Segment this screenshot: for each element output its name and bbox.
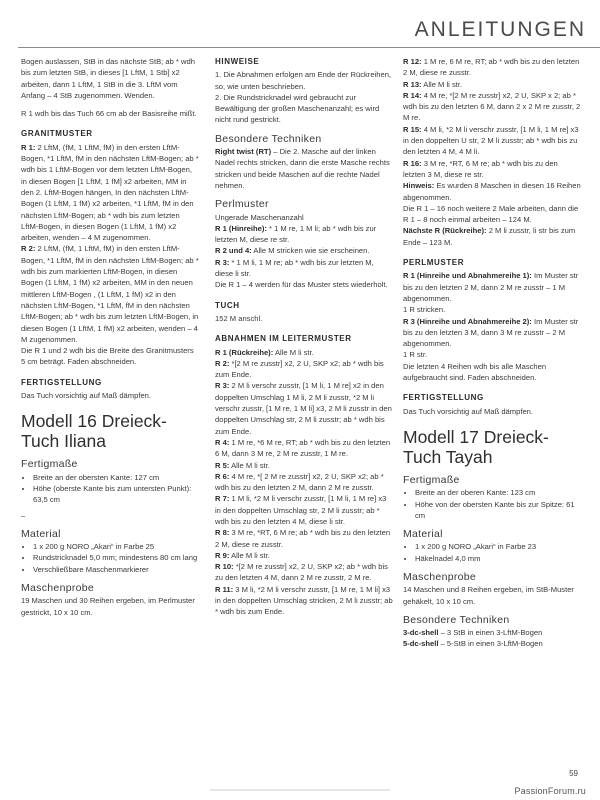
measurements-list: [403, 487, 581, 521]
decrease-row: R 9: Alle M li str.: [215, 550, 270, 560]
header-divider: [18, 47, 600, 48]
seed-row-plain: 1 R str.: [403, 350, 428, 360]
repeat-paragraph: R 1 wdh bis das Tuch 66 cm ab der Basisreihe mißt.: [21, 109, 197, 119]
list-item: • Höhe von der obersten Kante bis zur Spitze: 61 cm: [415, 499, 581, 522]
decrease-row: R 8: 3 M re, *RT, 6 M re; ab * wdh bis zu den letzten 2 M, diese re zusstr.: [215, 528, 391, 549]
decrease-row: R 16: 3 M re, *RT, 6 M re; ab * wdh bis zu den letzten 3 M, diese re str.: [403, 158, 558, 179]
seed-decrease-row-3: R 3 (Hinreihe und Abnahmereihe 2): Im Muster str bis zu den letzten 3 M, dann 3 M re zusstr – 2 M abgenommen.: [403, 316, 579, 349]
decrease-row: R 2: *[2 M re zusstr] x2, 2 U, SKP x2; ab * wdh bis zum Ende.: [215, 358, 384, 380]
technique-item: 5-dc-shell – 5-StB in einen 3-LftM-Bogen: [403, 639, 543, 649]
seed-row-1: R 1 (Hinreihe): * 1 M re, 1 M li; ab * wdh bis zur letzten M, diese re str.: [215, 223, 377, 245]
column-3: [403, 56, 581, 650]
measurements-heading: Fertigmaße: [21, 458, 78, 471]
right-twist-technique: Right twist (RT) – Die 2. Masche auf der linken Nadel rechts stricken, dann die erste Masche rechts stricken und beide Maschen auf die rechte Nadel nehmen.: [215, 147, 390, 190]
material-list: [403, 541, 581, 564]
page-header: [0, 0, 600, 50]
seed-decrease-row-1: R 1 (Hinreihe und Abnahmereihe 1): Im Muster str bis zu den letzten 2 M, dann 2 M re zusstr – 1 M abgenommen.: [403, 271, 579, 303]
seed-repeat: Die R 1 – 4 werden für das Muster stets wiederholt.: [215, 280, 388, 290]
finish-text: Das Tuch vorsichtig auf Maß dämpfen.: [403, 406, 533, 416]
page-number: 59: [569, 769, 578, 778]
footer-line: [210, 789, 390, 791]
decrease-heading: ABNAHMEN IM LEITERMUSTER: [215, 334, 352, 344]
repeat-note: Die R 1 – 16 noch weitere 2 Male arbeiten, dann die R 1 – 8 noch einmal arbeiten – 124 M.: [403, 203, 579, 225]
note-2: 2. Die Rundstricknadel wird gebraucht zur Bewältigung der großen Maschenanzahl; es wird nicht rund gestrickt.: [215, 92, 380, 125]
finish-heading: FERTIGSTELLUNG: [21, 377, 102, 387]
granite-row-1: R 1: 2 LftM, (fM, 1 LftM, fM) in den ersten LftM-Bogen, *1 LftM, fM in den nächsten LftM-Bogen; ab * wdh bis 1 LftM-Bogen vor dem letzten LftM-Bogen, in diesen Bogen [1 LftM, 1 fM] x2 arbeiten, MM in den 2. LftM-Bogen hängen, In den nächsten LftM-Bogen (1 LftM, 1 fM) x2 arbeiten, *1 LftM, fM in den nächsten LftM-Bogen; ab * wdh bis zum letzten LftM-Bogen, in diesen Bogen (1 LftM, 1 fM) x2 arbeiten, wenden – 4 M zugenommen.: [21, 142, 199, 243]
granite-repeat: Die R 1 und 2 wdh bis die Breite des Granitmusters 5 cm beträgt. Faden abschneiden.: [21, 346, 194, 367]
techniques-heading: Besondere Techniken: [403, 613, 510, 626]
dash-separator: –: [21, 510, 26, 520]
model-17-title: Modell 17 Dreieck-Tuch Tayah: [403, 426, 549, 467]
list-item: • 1 x 200 g NORO „Akari“ in Farbe 23: [415, 541, 581, 552]
seed-row-2-4: R 2 und 4: Alle M stricken wie sie erscheinen.: [215, 246, 370, 256]
note-paragraph: Hinweis: Es wurden 8 Maschen in diesen 16 Reihen abgenommen.: [403, 181, 581, 202]
decrease-row: R 6: 4 M re, *[ 2 M re zusstr] x2, 2 U, SKP x2; ab * wdh bis zu den letzten 2 M, dann 2 M re zusstr.: [215, 471, 384, 493]
decrease-row: R 13: Alle M li str.: [403, 79, 463, 89]
gauge-heading: Maschenprobe: [21, 581, 95, 594]
seed-row-plain: 1 R stricken.: [403, 305, 446, 315]
shawl-heading: TUCH: [215, 300, 240, 310]
decrease-row: R 5: Alle M li str.: [215, 460, 270, 470]
list-item: • Breite an der obersten Kante: 127 cm: [33, 472, 199, 483]
gauge-text: 14 Maschen und 8 Reihen ergeben, im StB-Muster gehäkelt, 10 x 10 cm.: [403, 585, 574, 606]
material-list: [21, 541, 199, 575]
list-item: • Höhe (oberste Kante bis zum untersten Punkt): 63,5 cm: [33, 483, 199, 506]
techniques-heading: Besondere Techniken: [215, 132, 322, 145]
list-item: • Rundstricknadel 5,0 mm; mindestens 80 cm lang: [33, 552, 199, 563]
list-item: • Häkelnadel 4,0 mm: [415, 553, 581, 564]
seed-stitch-section-heading: PERLMUSTER: [403, 258, 465, 268]
gauge-heading: Maschenprobe: [403, 570, 477, 583]
measurements-list: [21, 472, 199, 506]
decrease-row: R 15: 4 M li, *2 M li verschr zusstr, [1 M li, 1 M re] x3 in den doppelten U str, 2 M li zusstr; ab * wdh bis zu den letzten 4 M, 4 M li.: [403, 124, 579, 157]
technique-item: 3-dc-shell – 3 StB in einen 3-LftM-Bogen: [403, 628, 543, 638]
granite-row-2: R 2: 2 LftM, (fM, 1 LftM, fM) in den ersten LftM-Bogen, *1 LftM, fM in den nächsten LftM-Bogen; ab * wdh bis zum markierten LftM-Bogen, in diesen Bogen (1 LftM, 1 fM) x2 arbeiten, MM in den neuen mittleren LftM-Bogen , (1 LftM, 1 fM) x2 in den nächsten LftM-Bogen, *1 LftM, fM in den nächsten LftM-Bogen; ab * wdh bis zum letzten LftM-Bogen, in diesen Bogen (1 LftM, 1 fM) x2 arbeiten, wenden – 4 M zugenommen.: [21, 244, 199, 344]
decrease-row: R 12: 1 M re, 6 M re, RT; ab * wdh bis zu den letzten 2 M, diese re zusstr.: [403, 57, 580, 78]
intro-paragraph: Bogen auslassen, StB in das nächste StB; ab * wdh bis zum letzten StB, in dieses [1 LftM, 1 Stb] x2 arbeiten, dann 1 LftM, 1 StB in die 3. LftM vom Anfang – 4 StB zugenommen. Wenden.: [21, 57, 195, 100]
note-1: 1. Die Abnahmen erfolgen am Ende der Rückreihen, so, wie unten beschrieben.: [215, 70, 392, 91]
decrease-row: R 14: 4 M re, *[2 M re zusstr] x2, 2 U, SKP x 2; ab * wdh bis zu den letzten 6 M, dann 2 x 2 M re zusstr, 2 M re.: [403, 90, 581, 123]
decrease-row: R 7: 1 M li, *2 M li verschr zusstr, [1 M li, 1 M re] x3 in den doppelten Umschlag str, 2 M li zusstr; ab * wdh bis zu den letzten 4 M, diese li str.: [215, 494, 387, 526]
decrease-row: R 1 (Rückreihe): Alle M li str.: [215, 347, 314, 357]
shawl-text: 152 M anschl.: [215, 313, 263, 323]
finish-text: Das Tuch vorsichtig auf Maß dämpfen.: [21, 391, 151, 401]
measurements-heading: Fertigmaße: [403, 473, 460, 486]
material-heading: Material: [21, 527, 61, 540]
seed-stitch-subtitle: Ungerade Maschenanzahl: [215, 212, 304, 222]
decrease-row: R 10: *[2 M re zusstr] x2, 2 U, SKP x2; ab * wdh bis zu den letzten 4 M, dann 2 M re zusstr, 2 M re.: [215, 562, 388, 583]
seed-stitch-heading: Perlmuster: [215, 198, 269, 211]
material-heading: Material: [403, 528, 443, 541]
gauge-text: 19 Maschen und 30 Reihen ergeben, im Perlmuster gestrickt, 10 x 10 cm.: [21, 596, 195, 617]
list-item: • 1 x 200 g NORO „Akari“ in Farbe 25: [33, 541, 199, 552]
seed-end-text: Die letzten 4 Reihen wdh bis alle Maschen aufgebraucht sind. Faden abschneiden.: [403, 361, 547, 383]
next-row: Nächste R (Rückreihe): 2 M li zusstr, li str bis zum Ende – 123 M.: [403, 226, 576, 247]
column-2: [215, 56, 393, 618]
notes-heading: HINWEISE: [215, 57, 260, 66]
list-item: • Breite an der oberen Kante: 123 cm: [415, 487, 581, 498]
watermark-logo: PassionForum.ru: [514, 786, 586, 796]
model-16-title: Modell 16 Dreieck-Tuch Iliana: [21, 411, 167, 452]
seed-row-3: R 3: * 1 M li, 1 M re; ab * wdh bis zur letzten M, diese li str.: [215, 257, 374, 279]
finish-heading: FERTIGSTELLUNG: [403, 393, 484, 403]
section-title: ANLEITUNGEN: [414, 18, 586, 41]
list-item: • Verschließbare Maschenmarkierer: [33, 564, 199, 575]
granite-heading: GRANITMUSTER: [21, 129, 93, 139]
column-1: [21, 56, 199, 618]
decrease-row: R 4: 1 M re, *6 M re, RT; ab * wdh bis zu den letzten 6 M, dann 3 M re, 2 M re zusstr, 1 M re.: [215, 437, 391, 459]
decrease-row: R 3: 2 M li verschr zusstr, [1 M li, 1 M re] x2 in den doppelten Umschlag 1 M li, 2 M li zusstr, *2 M li verschr zusstr, [1 M re, 1 M li] x3, 2 M li zusstr in den doppelten Umschlag str, 2 M li zusstr; ab * wdh bis zum Ende.: [215, 381, 392, 436]
decrease-row: R 11: 3 M li, *2 M li verschr zusstr, [1 M re, 1 M li] x3 in den doppelten Umschlag stricken, 2 M li zusstr; ab * wdh bis zum Ende.: [215, 584, 393, 617]
